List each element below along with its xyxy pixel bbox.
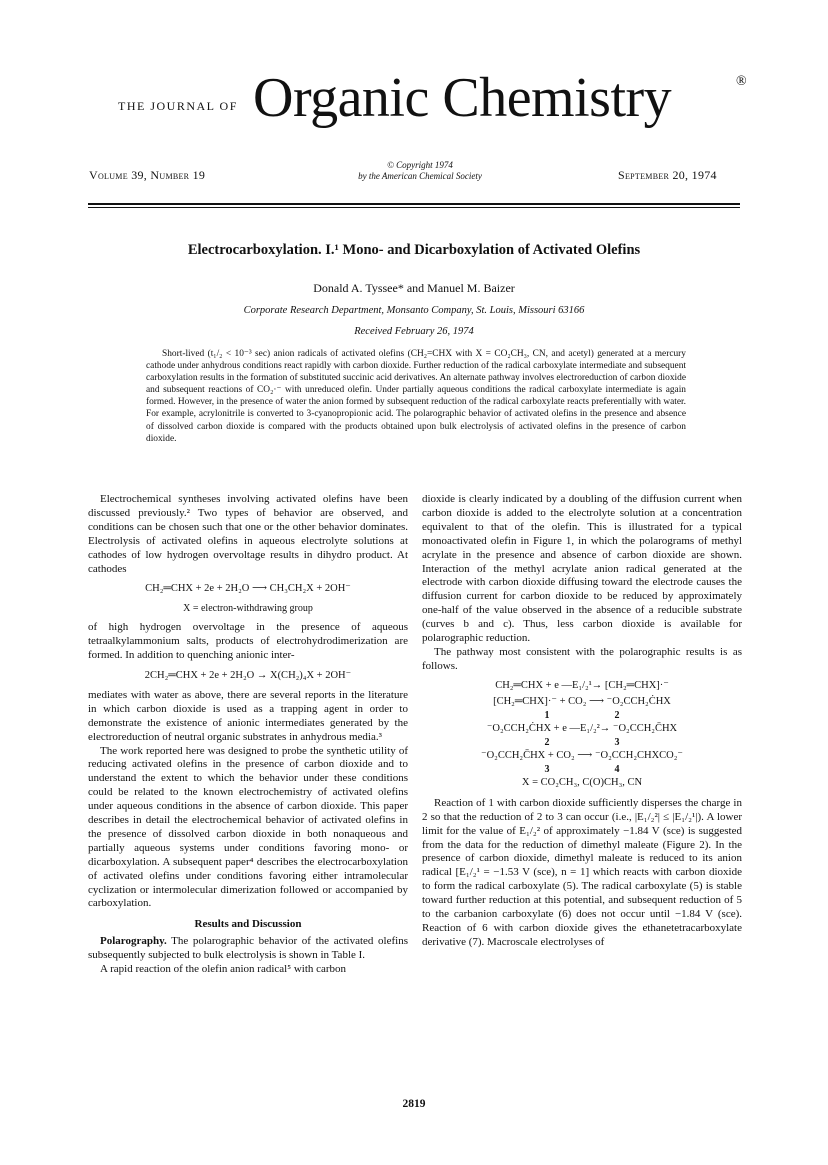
article-authors: Donald A. Tyssee* and Manuel M. Baizer — [313, 281, 515, 295]
paragraph: The work reported here was designed to probe the synthetic utility of reducing activated olefins in the presence of carbon dioxide and to understand the extent to which the behavior under these conditions could be related to the known electrochemistry of activated olefins under aqueous conditions in the absence of carbon dioxide. This paper describes in detail the electrochemical behavior of activated olefins in the presence of dissolved carbon dioxide in both nonaqueous and partially aqueous systems under conditions favoring mono- or dicarboxylation. A subsequent paper⁴ describes the electrocarboxylation of activated olefins under conditions favoring either intramolecular cyclization or intermolecular dimerization followed or accompanied by carboxylation. — [88, 744, 408, 910]
paragraph: mediates with water as above, there are several reports in the literature in which carbon dioxide is used as a trapping agent in order to demonstrate the existence of anionic intermediates generated by the electroreduction of neutral organic substrates in anhydrous media.³ — [88, 688, 408, 743]
scheme-line: [CH₂═CHX]·⁻ + CO₂ ⟶ ⁻O₂CCH₂ĊHX — [493, 695, 671, 707]
paragraph: dioxide is clearly indicated by a doubling of the diffusion current when carbon dioxide is added to the electrolyte solution at a concentration equivalent to that of the olefin. This is illustrated for a typical monoactivated olefin in Figure 1, in which the polarograms of methyl acrylate in the presence and absence of carbon dioxide are shown. Interaction of the methyl acrylate anion radical generated at the electrode with carbon dioxide diffusing toward the electrode causes the diffusion current for carbon dioxide to be reduced by approximately one-half of the value observed in the absence of a reducible substrate (curves b and c). Thus, less carbon dioxide is available for polarographic reduction. — [422, 493, 742, 645]
article-title: Electrocarboxylation. I.¹ Mono- and Dicarboxylation of Activated Olefins — [187, 242, 641, 258]
compound-numbers: 2 3 — [544, 736, 620, 748]
paragraph: The pathway most consistent with the polarographic results is as follows. — [422, 645, 742, 672]
paragraph-text: The polarographic behavior of the activated olefins subsequently subjected to bulk electrolysis is shown in Table I. — [88, 935, 408, 962]
paragraph-polarography — [88, 935, 408, 963]
scheme-line: ⁻O₂CCH₂ĊHX + e —E₁/₂²→ ⁻O₂CCH₂C̄HX — [486, 722, 678, 734]
reaction-scheme — [422, 678, 742, 791]
section-heading: Results and Discussion — [194, 918, 302, 931]
equation-note: X = electron-withdrawing group — [183, 603, 313, 615]
scheme-line: CH₂═CHX + e —E₁/₂¹→ [CH₂═CHX]·⁻ — [495, 679, 669, 691]
run-in-heading: Polarography. — [100, 935, 167, 948]
masthead-rule — [88, 203, 740, 205]
scheme-line: ⁻O₂CCH₂C̄HX + CO₂ ⟶ ⁻O₂CCH₂CHXCO₂⁻ — [481, 749, 683, 761]
equation-hydrodimer: 2CH₂═CHX + 2e + 2H₂O → X(CH₂)₄X + 2OH⁻ — [144, 669, 352, 681]
masthead-rule-thin — [88, 207, 740, 208]
journal-prefix: THE JOURNAL OF — [118, 99, 238, 113]
paragraph: of high hydrogen overvoltage in the presence of aqueous tetraalkylammonium salts, products of electrohydrodimerization are formed. In addition to quenching anionic inter- — [88, 621, 408, 662]
abstract: Short-lived (t₁/₂ < 10⁻³ sec) anion radicals of activated olefins (CH₂=CHX with X = CO₂CH₃, CN, and acetyl) generated at a mercury cathode under anhydrous conditions react rapidly with carbon dioxide. Further reduction of the radical carboxylate intermediate and subsequent carboxylation results in the formation of substituted succinic acid derivatives. An alternate pathway involves electroreduction of carbon dioxide and subsequent reactions of CO₂·⁻ with unreduced olefin. Under partially aqueous conditions the radical carboxylate intermediate is again formed. However, in the presence of water the anion formed by subsequent reduction of the radical carboxylate reacts preferentially with water. For example, acrylonitrile is converted to 3-cyanopropionic acid. The polarographic behavior of activated olefins in the presence and absence of dissolved carbon dioxide is compared with the products obtained upon bulk electrolysis of activated olefins in the presence of carbon dioxide. — [146, 349, 686, 444]
copyright-line-1: © Copyright 1974 — [387, 160, 453, 170]
copyright-notice — [330, 160, 510, 182]
volume-issue: Volume 39, Number 19 — [89, 168, 206, 182]
copyright-line-2: by the American Chemical Society — [358, 171, 482, 181]
page-number: 2819 — [402, 1098, 426, 1110]
left-column — [88, 493, 408, 977]
compound-numbers: 1 2 — [544, 709, 620, 721]
equation-dihydro: CH₂═CHX + 2e + 2H₂O ⟶ CH₃CH₂X + 2OH⁻ — [145, 583, 351, 595]
paragraph: Reaction of 1 with carbon dioxide sufficiently disperses the charge in 2 so that the reduction of 2 to 3 can occur (i.e., |E₁/₂²| ≤ |E₁/₂¹|). A lower limit for the value of E₁/₂² of approximately −1.84 V (sce) is suggested from the data for the reduction of dimethyl maleate (Figure 2). In the presence of carbon dioxide, dimethyl maleate is reduced to its anion radical [E₁/₂¹ = −1.53 V (sce), n = 1] which reacts with carbon dioxide to form the radical carboxylate (5). The radical carboxylate (5) is stable toward further reduction at this potential, and subsequent reduction of 5 to the carbanion carboxylate (6) does not occur until −1.84 V (sce). Reaction of 6 with carbon dioxide gives the ethanetetracarboxylate derivative (7). Macroscale electrolyses of — [422, 796, 742, 948]
scheme-line: X = CO₂CH₃, C(O)CH₃, CN — [521, 776, 643, 788]
registered-mark: ® — [736, 74, 747, 89]
issue-date: September 20, 1974 — [618, 168, 717, 182]
paragraph: A rapid reaction of the olefin anion radical⁵ with carbon — [100, 963, 347, 976]
author-affiliation: Corporate Research Department, Monsanto Company, St. Louis, Missouri 63166 — [243, 305, 585, 316]
paragraph: Electrochemical syntheses involving activated olefins have been discussed previously.² Two types of behavior are observed, and conditions can be chosen such that one or the other behavior dominates. Electrolysis of activated olefins in aqueous electrolyte solutions at cathodes of low hydrogen overvoltage results in dihydro product. At cathodes — [88, 493, 408, 575]
received-date: Received February 26, 1974 — [354, 326, 474, 337]
compound-numbers: 3 4 — [544, 763, 620, 775]
journal-name: Organic Chemistry — [253, 67, 672, 129]
right-column — [422, 493, 742, 950]
